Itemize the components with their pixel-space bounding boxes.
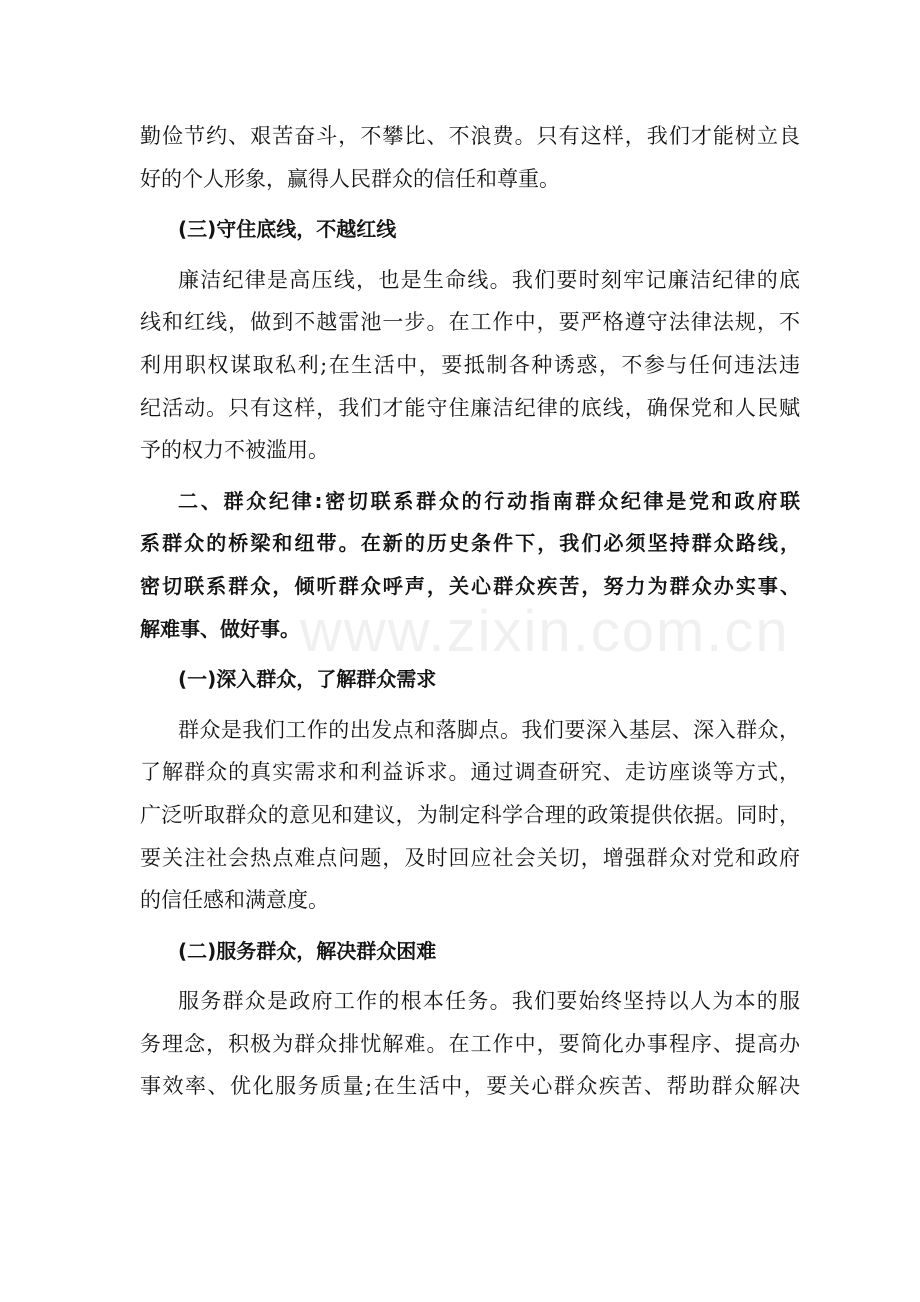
heading-serve-masses bbox=[140, 930, 800, 973]
text-line: 勤俭节约、艰苦奋斗，不攀比、不浪费。只有这样，我们才能树立良 bbox=[140, 124, 800, 148]
text-line: 要关注社会热点难点问题，及时回应社会关切，增强群众对党和政府 bbox=[140, 845, 800, 870]
paragraph-frugality bbox=[140, 115, 800, 200]
bold-text-line: 解难事、做好事。 bbox=[140, 616, 300, 641]
section-mass-discipline bbox=[140, 480, 800, 650]
text-line: 线和红线，做到不越雷池一步。在工作中，要严格遵守法律法规，不 bbox=[140, 310, 800, 335]
text-line: 广泛听取群众的意见和建议，为制定科学合理的政策提供依据。同时， bbox=[140, 802, 800, 827]
section-heading: (二)服务群众，解决群众困难 bbox=[178, 938, 437, 963]
section-heading: (三)守住底线，不越红线 bbox=[178, 217, 397, 242]
text-line: 好的个人形象，赢得人民群众的信任和尊重。 bbox=[140, 166, 560, 191]
paragraph-masses-needs bbox=[140, 709, 800, 922]
heading-deep-into-masses bbox=[140, 658, 800, 701]
text-line: 纪活动。只有这样，我们才能守住廉洁纪律的底线，确保党和人民赋 bbox=[140, 395, 800, 420]
bold-text-line: 密切联系群众，倾听群众呼声，关心群众疾苦，努力为群众办实事、 bbox=[140, 573, 800, 598]
text-line: 廉洁纪律是高压线，也是生命线。我们要时刻牢记廉洁纪律的底 bbox=[178, 267, 800, 292]
text-line: 群众是我们工作的出发点和落脚点。我们要深入基层、深入群众， bbox=[178, 717, 800, 742]
text-line: 事效率、优化服务质量;在生活中，要关心群众疾苦、帮助群众解决 bbox=[140, 1074, 800, 1099]
paragraph-integrity bbox=[140, 259, 800, 472]
paragraph-serve-masses bbox=[140, 980, 800, 1108]
text-line: 服务群众是政府工作的根本任务。我们要始终坚持以人为本的服 bbox=[178, 989, 800, 1014]
section-heading: (一)深入群众，了解群众需求 bbox=[178, 667, 437, 692]
text-line: 利用职权谋取私利;在生活中，要抵制各种诱惑，不参与任何违法违 bbox=[140, 352, 800, 377]
document-body bbox=[140, 115, 800, 1116]
watermark-text: www.zixin.com.cn bbox=[300, 599, 790, 664]
text-line: 予的权力不被滥用。 bbox=[140, 438, 329, 463]
text-line: 的信任感和满意度。 bbox=[140, 888, 329, 913]
text-line: 务理念，积极为群众排忧解难。在工作中，要简化办事程序、提高办 bbox=[140, 1031, 800, 1056]
bold-text-line: 二、群众纪律:密切联系群众的行动指南群众纪律是党和政府联 bbox=[178, 488, 800, 513]
heading-bottom-line bbox=[140, 208, 800, 251]
bold-text-line: 系群众的桥梁和纽带。在新的历史条件下，我们必须坚持群众路线， bbox=[140, 531, 800, 556]
text-line: 了解群众的真实需求和利益诉求。通过调查研究、走访座谈等方式， bbox=[140, 760, 800, 785]
